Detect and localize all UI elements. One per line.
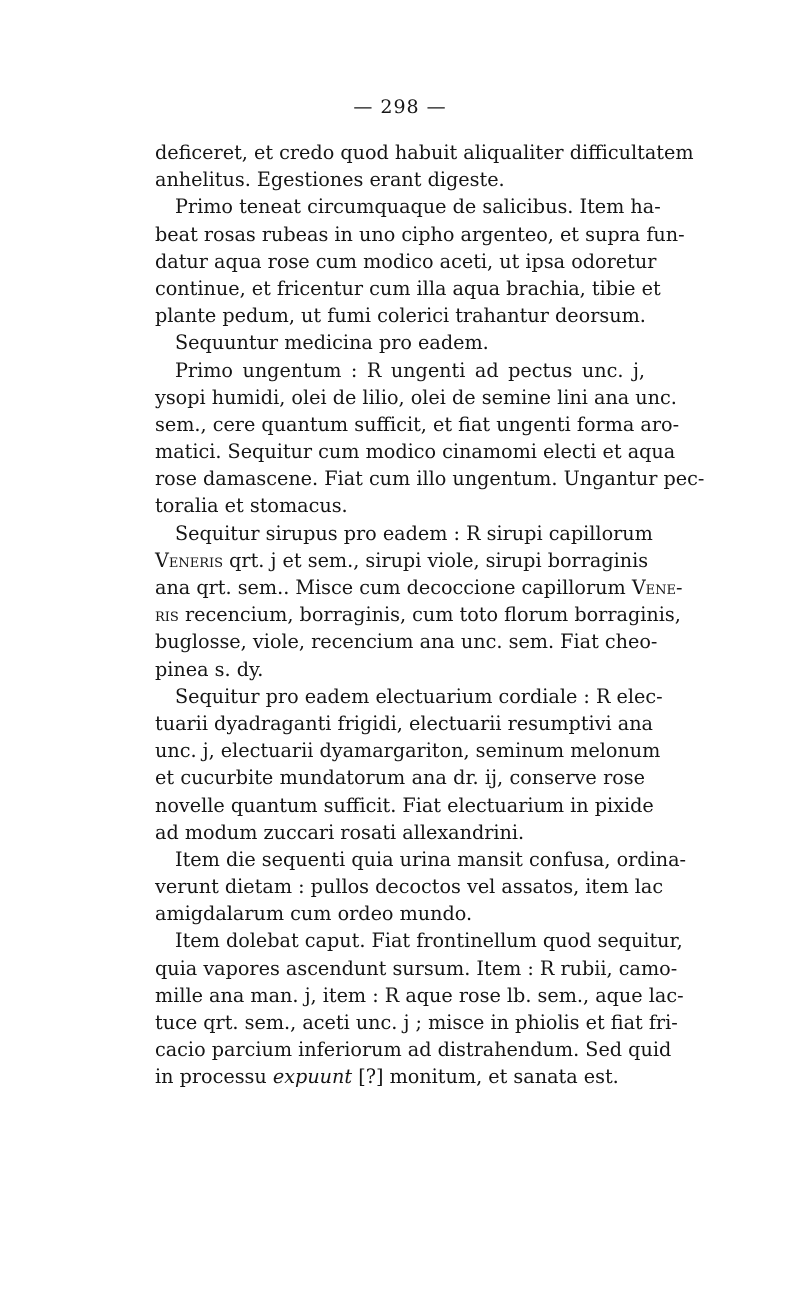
- text-line: tuce qrt. sem., aceti unc. j ; misce in phiolis et fiat fri-: [155, 1011, 678, 1034]
- text-line: quia vapores ascendunt sursum. Item : R rubii, camo-: [155, 956, 678, 980]
- text-line: Item dolebat caput. Fiat frontinellum quod sequitur,: [175, 929, 683, 953]
- text-line: mille ana man. j, item : R aque rose lb. sem., aque lac-: [155, 983, 684, 1007]
- text-line: novelle quantum sufficit. Fiat electuarium in pixide: [155, 793, 654, 817]
- text-line: Sequuntur medicina pro eadem.: [175, 331, 489, 355]
- text-line: plante pedum, ut fumi colerici trahantur deorsum.: [155, 304, 646, 328]
- text-line: unc. j, electuarii dyamargariton, seminum melonum: [155, 739, 661, 763]
- text-line: ysopi humidi, olei de lilio, olei de semine lini ana unc.: [155, 385, 677, 409]
- text-line: et cucurbite mundatorum ana dr. ij, conserve rose: [155, 766, 645, 790]
- text-line: rose damascene. Fiat cum illo ungentum. Ungantur pec-: [155, 467, 705, 491]
- text-line: [155, 1063, 645, 1090]
- small-caps-word: ris: [155, 603, 179, 627]
- text-line: [155, 574, 683, 601]
- text-span: recencium, borraginis, cum toto florum borraginis,: [178, 603, 681, 627]
- text-line: Sequitur pro eadem electuarium cordiale : R elec-: [175, 684, 663, 708]
- page-number: — 298 —: [353, 96, 447, 118]
- text-line: Primo teneat circumquaque de salicibus. Item ha-: [175, 195, 661, 219]
- text-span: ana qrt. sem.. Misce cum decoccione capillorum: [155, 576, 632, 599]
- text-span: [?] monitum, et sanata est.: [352, 1065, 619, 1089]
- text-line: toralia et stomacus.: [155, 494, 348, 518]
- text-line: amigdalarum cum ordeo mundo.: [155, 902, 473, 926]
- text-line: datur aqua rose cum modico aceti, ut ipsa odoretur: [155, 249, 657, 273]
- text-line: [155, 547, 649, 574]
- text-line: pinea s. dy.: [155, 657, 264, 681]
- text-line: anhelitus. Egestiones erant digeste.: [155, 168, 505, 192]
- text-line: tuarii dyadraganti frigidi, electuarii resumptivi ana: [155, 711, 653, 735]
- text-line: Item die sequenti quia urina mansit confusa, ordina-: [175, 847, 686, 871]
- text-line: verunt dietam : pullos decoctos vel assatos, item lac: [155, 875, 664, 899]
- italic-word: expuunt: [272, 1065, 353, 1089]
- text-line: [155, 601, 681, 628]
- text-span: in processu: [155, 1065, 273, 1089]
- text-line: beat rosas rubeas in uno cipho argenteo, et supra fun-: [155, 222, 685, 246]
- text-line: Primo ungentum : R ungenti ad pectus unc. j,: [175, 358, 645, 382]
- small-caps-word: Veneris: [155, 548, 224, 572]
- text-line: continue, et fricentur cum illa aqua brachia, tibie et: [155, 276, 661, 300]
- text-line: buglosse, viole, recencium ana unc. sem. Fiat cheo-: [155, 630, 658, 654]
- text-line: ad modum zuccari rosati allexandrini.: [155, 820, 525, 844]
- text-line: matici. Sequitur cum modico cinamomi electi et aqua: [155, 440, 676, 464]
- text-line: sem., cere quantum sufficit, et fiat ungenti forma aro-: [155, 412, 680, 436]
- text-line: Sequitur sirupus pro eadem : R sirupi capillorum: [175, 521, 653, 545]
- body-text: [155, 139, 705, 1091]
- small-caps-word: Vene-: [631, 576, 683, 599]
- text-span: qrt. j et sem., sirupi viole, sirupi borraginis: [223, 548, 649, 572]
- text-line: deficeret, et credo quod habuit aliqualiter difficultatem: [155, 141, 694, 164]
- text-line: cacio parcium inferiorum ad distrahendum. Sed quid: [155, 1038, 672, 1062]
